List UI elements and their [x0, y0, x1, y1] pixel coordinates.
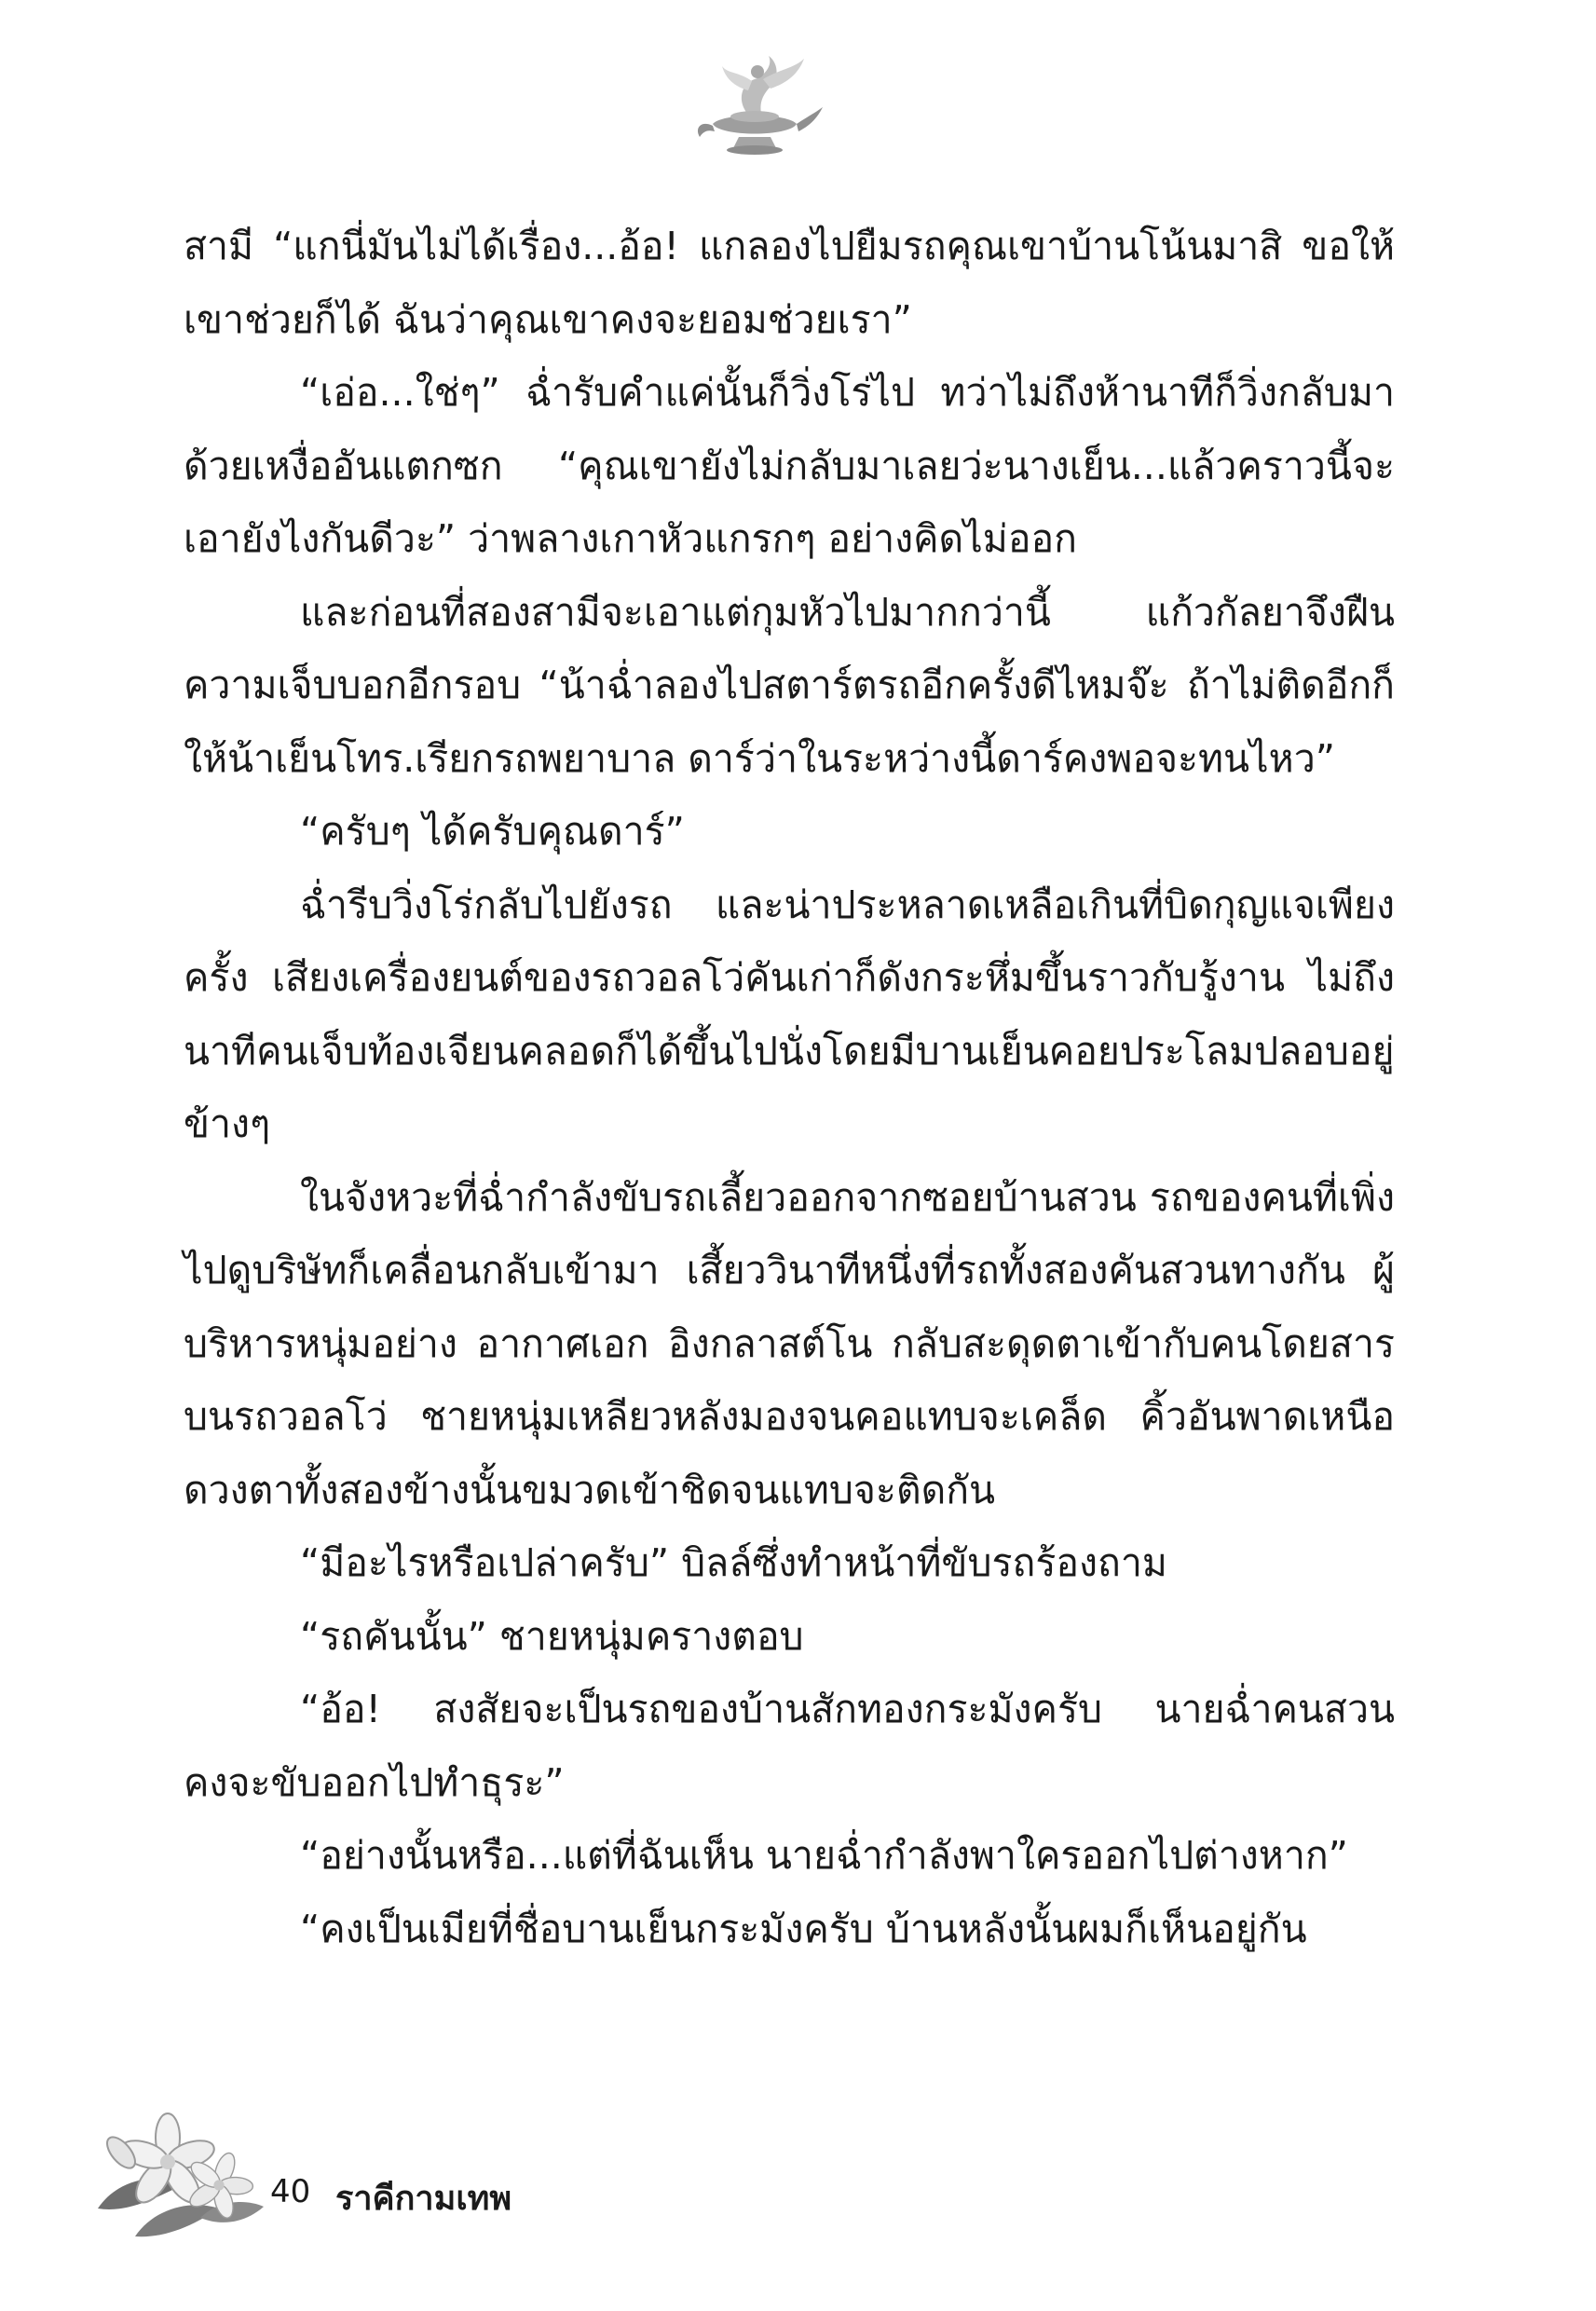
paragraph: “ครับๆ ได้ครับคุณดาร์” — [300, 809, 685, 854]
paragraph: “อ้อ! สงสัยจะเป็นรถของบ้านสักทองกระมังครับ นายฉ่ำคนสวนคงจะขับออกไปทำธุระ” — [184, 1687, 1395, 1805]
frangipani-flower-icon — [79, 2097, 266, 2246]
page-number: 40 — [270, 2173, 311, 2210]
paragraph: และก่อนที่สองสามีจะเอาแต่กุมหัวไปมากกว่านี้ แก้วกัลยาจึงฝืนความเจ็บบอกอีกรอบ “น้าฉ่ำลองไปสตาร์ตรถอีกครั้งดีไหมจ๊ะ ถ้าไม่ติดอีกก็ให้น้าเย็นโทร.เรียกรถพยาบาล ดาร์ว่าในระหว่างนี้ดาร์คงพอจะทนไหว” — [184, 589, 1395, 781]
paragraph: “เอ่อ...ใช่ๆ” ฉ่ำรับคำแค่นั้นก็วิ่งโร่ไป ทว่าไม่ถึงห้านาทีก็วิ่งกลับมาด้วยเหงื่ออันแตกซก “คุณเขายังไม่กลับมาเลยว่ะนางเย็น...แล้วคราวนี้จะเอายังไงกันดีวะ” ว่าพลางเกาหัวแกรกๆ อย่างคิดไม่ออก — [184, 370, 1395, 561]
paragraph: “อย่างนั้นหรือ...แต่ที่ฉันเห็น นายฉ่ำกำลังพาใครออกไปต่างหาก” — [300, 1833, 1348, 1878]
paragraph: “รถคันนั้น” ชายหนุ่มครางตอบ — [300, 1613, 804, 1659]
paragraph: “มีอะไรหรือเปล่าครับ” บิลล์ซึ่งทำหน้าที่ขับรถร้องถาม — [300, 1540, 1167, 1585]
book-title: ราคีกามเทพ — [335, 2180, 512, 2218]
body-text — [184, 210, 1395, 1965]
page-footer — [0, 2097, 1596, 2311]
paragraph: “คงเป็นเมียที่ชื่อบานเย็นกระมังครับ บ้านหลังนั้นผมก็เห็นอยู่กัน — [300, 1906, 1307, 1951]
paragraph: ฉ่ำรีบวิ่งโร่กลับไปยังรถ และน่าประหลาดเหลือเกินที่บิดกุญแจเพียงครั้ง เสียงเครื่องยนต์ของรถวอลโว่คันเก่าก็ดังกระหึ่มขึ้นราวกับรู้งาน ไม่ถึงนาทีคนเจ็บท้องเจียนคลอดก็ได้ขึ้นไปนั่งโดยมีบานเย็นคอยประโลมปลอบอยู่ข้างๆ — [184, 882, 1395, 1146]
paragraph: สามี “แกนี่มันไม่ได้เรื่อง...อ้อ! แกลองไปยืมรถคุณเขาบ้านโน้นมาสิ ขอให้เขาช่วยก็ได้ ฉันว่าคุณเขาคงจะยอมช่วยเรา” — [184, 224, 1395, 342]
cupid-lamp-icon — [685, 51, 825, 163]
paragraph: ในจังหวะที่ฉ่ำกำลังขับรถเลี้ยวออกจากซอยบ้านสวน รถของคนที่เพิ่งไปดูบริษัทก็เคลื่อนกลับเข้ามา เสี้ยววินาทีหนึ่งที่รถทั้งสองคันสวนทางกัน ผู้บริหารหนุ่มอย่าง อากาศเอก อิงกลาสต์โน กลับสะดุดตาเข้ากับคนโดยสารบนรถวอลโว่ ชายหนุ่มเหลียวหลังมองจนคอแทบจะเคล็ด คิ้วอันพาดเหนือดวงตาทั้งสองข้างนั้นขมวดเข้าชิดจนแทบจะติดกัน — [184, 1174, 1395, 1512]
